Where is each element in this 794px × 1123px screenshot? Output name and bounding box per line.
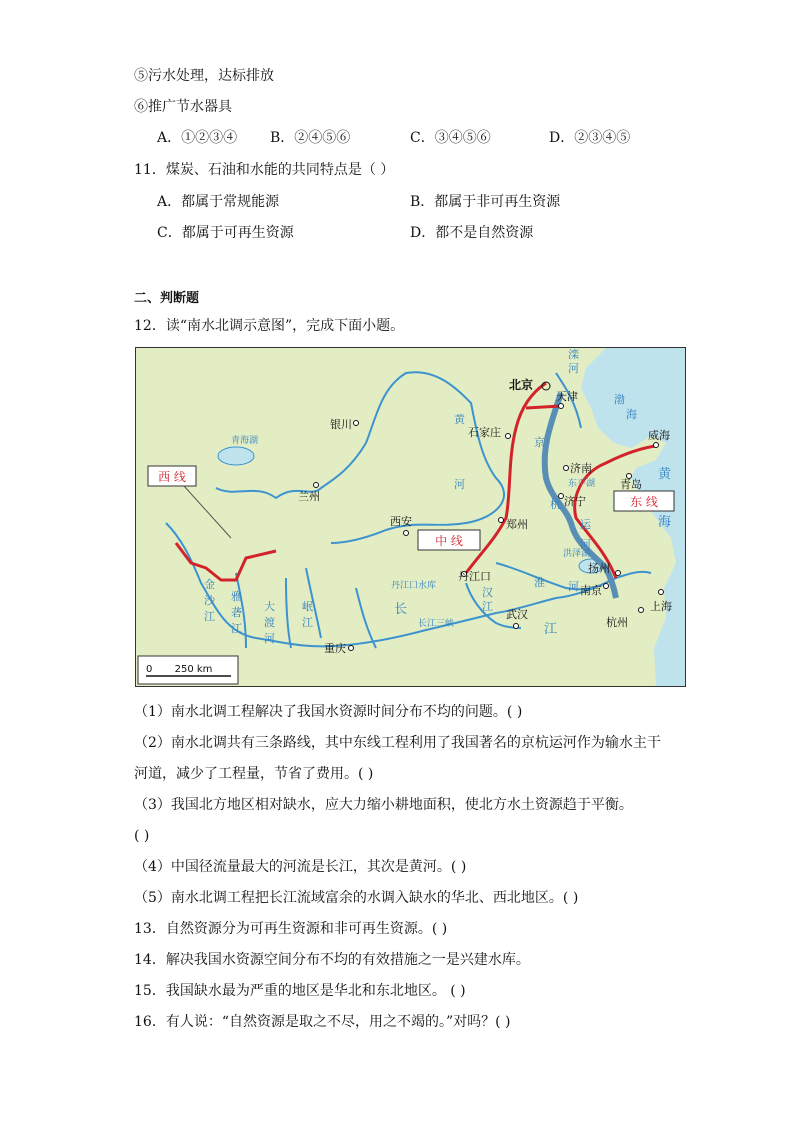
wuhan-label: 武汉 — [506, 608, 528, 621]
three-gorges-label: 长江三峡 — [418, 619, 455, 629]
q12-stem: 12．读“南水北调示意图”，完成下面小题。 — [134, 318, 405, 334]
svg-text:京: 京 — [534, 436, 545, 449]
q11-stem: 11．煤炭、石油和水能的共同特点是（ ） — [134, 162, 395, 178]
svg-text:雅: 雅 — [231, 590, 242, 603]
svg-text:渡: 渡 — [264, 616, 275, 629]
q12-sub-4: （4）中国径流量最大的河流是长江，其次是黄河。( ) — [134, 859, 467, 875]
east-line-label: 东 线 — [630, 495, 658, 509]
q12-sub-2a: （2）南水北调共有三条路线，其中东线工程利用了我国著名的京杭运河作为输水主干 — [134, 735, 661, 751]
jinan-label: 济南 — [570, 462, 592, 475]
svg-text:河: 河 — [264, 632, 275, 645]
svg-text:河: 河 — [580, 538, 591, 551]
svg-text:岷: 岷 — [302, 600, 313, 613]
svg-text:海: 海 — [626, 408, 637, 421]
q12-sub-1: （1）南水北调工程解决了我国水资源时间分布不均的问题。( ) — [134, 704, 523, 720]
svg-text:河: 河 — [568, 362, 579, 375]
q11-option-c[interactable]: C．都属于可再生资源 — [157, 225, 294, 241]
svg-text:江: 江 — [482, 600, 493, 613]
danjiangkou-reservoir-label: 丹江口水库 — [391, 581, 437, 591]
section-title: 二、判断题 — [134, 291, 200, 306]
item-6: ⑥推广节水器具 — [134, 99, 232, 115]
shijiazhuang-label: 石家庄 — [468, 426, 501, 439]
svg-text:江: 江 — [302, 616, 313, 629]
svg-text:运: 运 — [580, 518, 591, 531]
tianjin-label: 天津 — [556, 390, 578, 403]
svg-text:黄: 黄 — [454, 413, 465, 426]
nanjing-label: 南京 — [580, 584, 602, 597]
svg-text:河: 河 — [568, 580, 579, 593]
hangzhou-label: 杭州 — [606, 616, 628, 629]
q10-option-b[interactable]: B．②④⑤⑥ — [270, 130, 351, 146]
svg-text:淮: 淮 — [534, 576, 545, 589]
q10-option-c[interactable]: C．③④⑤⑥ — [410, 130, 491, 146]
q12-sub-3a: （3）我国北方地区相对缺水，应大力缩小耕地面积，使北方水土资源趋于平衡。 — [134, 797, 633, 813]
yinchuan-label: 银川 — [330, 418, 352, 431]
qinghai-lake-label: 青海湖 — [231, 436, 259, 446]
q12-sub-3b: ( ) — [134, 828, 150, 844]
q11-option-a[interactable]: A．都属于常规能源 — [157, 194, 280, 210]
xian-label: 西安 — [390, 515, 412, 528]
q15: 15．我国缺水最为严重的地区是华北和东北地区。 ( ) — [134, 983, 466, 999]
middle-line-label: 中 线 — [435, 534, 463, 548]
svg-text:长: 长 — [394, 602, 408, 617]
svg-text:滦: 滦 — [568, 348, 579, 361]
svg-text:江: 江 — [231, 622, 242, 635]
q12-sub-2b: 河道，减少了工程量，节省了费用。( ) — [134, 766, 374, 782]
shanghai-label: 上海 — [650, 600, 672, 613]
q13: 13．自然资源分为可再生资源和非可再生资源。( ) — [134, 921, 448, 937]
svg-text:黄: 黄 — [658, 467, 672, 482]
west-line-label: 西 线 — [158, 470, 186, 484]
q10-option-a[interactable]: A．①②③④ — [157, 130, 238, 146]
svg-text:海: 海 — [658, 515, 672, 530]
svg-text:江: 江 — [204, 610, 215, 623]
qinghai-lake — [218, 447, 254, 465]
item-5: ⑤污水处理，达标排放 — [134, 68, 274, 84]
danjiangkou-label: 丹江口 — [458, 570, 491, 583]
dongping-lake-label: 东平湖 — [568, 479, 596, 489]
q12-sub-5: （5）南水北调工程把长江流域富余的水调入缺水的华北、西北地区。( ) — [134, 890, 579, 906]
svg-text:汉: 汉 — [482, 586, 493, 599]
jining-label: 济宁 — [564, 495, 586, 508]
svg-text:金: 金 — [204, 578, 215, 591]
zhengzhou-label: 郑州 — [506, 518, 528, 531]
q14: 14．解决我国水资源空间分布不均的有效措施之一是兴建水库。 — [134, 952, 530, 968]
scale-label: 0 250 km — [146, 664, 213, 675]
middle-route-branch — [526, 406, 561, 408]
svg-text:河: 河 — [454, 478, 465, 491]
q16: 16．有人说：“自然资源是取之不尽，用之不竭的。”对吗？( ) — [134, 1014, 511, 1030]
svg-text:江: 江 — [544, 622, 558, 637]
chongqing-label: 重庆 — [324, 642, 346, 655]
svg-text:杭: 杭 — [550, 498, 561, 511]
south-north-water-diversion-map — [135, 347, 686, 687]
yangzhou-label: 扬州 — [588, 562, 610, 575]
svg-text:渤: 渤 — [614, 393, 625, 406]
svg-text:大: 大 — [264, 600, 275, 613]
qingdao-label: 青岛 — [620, 478, 642, 491]
lanzhou-label: 兰州 — [298, 490, 320, 503]
weihai-label: 威海 — [648, 429, 670, 442]
hongze-lake-label: 洪泽湖 — [563, 549, 591, 559]
beijing-label: 北京 — [509, 378, 534, 392]
q11-option-d[interactable]: D．都不是自然资源 — [410, 225, 534, 241]
q11-option-b[interactable]: B．都属于非可再生资源 — [410, 194, 561, 210]
q10-option-d[interactable]: D．②③④⑤ — [549, 130, 631, 146]
svg-text:砻: 砻 — [231, 606, 242, 619]
svg-text:沙: 沙 — [204, 594, 215, 607]
